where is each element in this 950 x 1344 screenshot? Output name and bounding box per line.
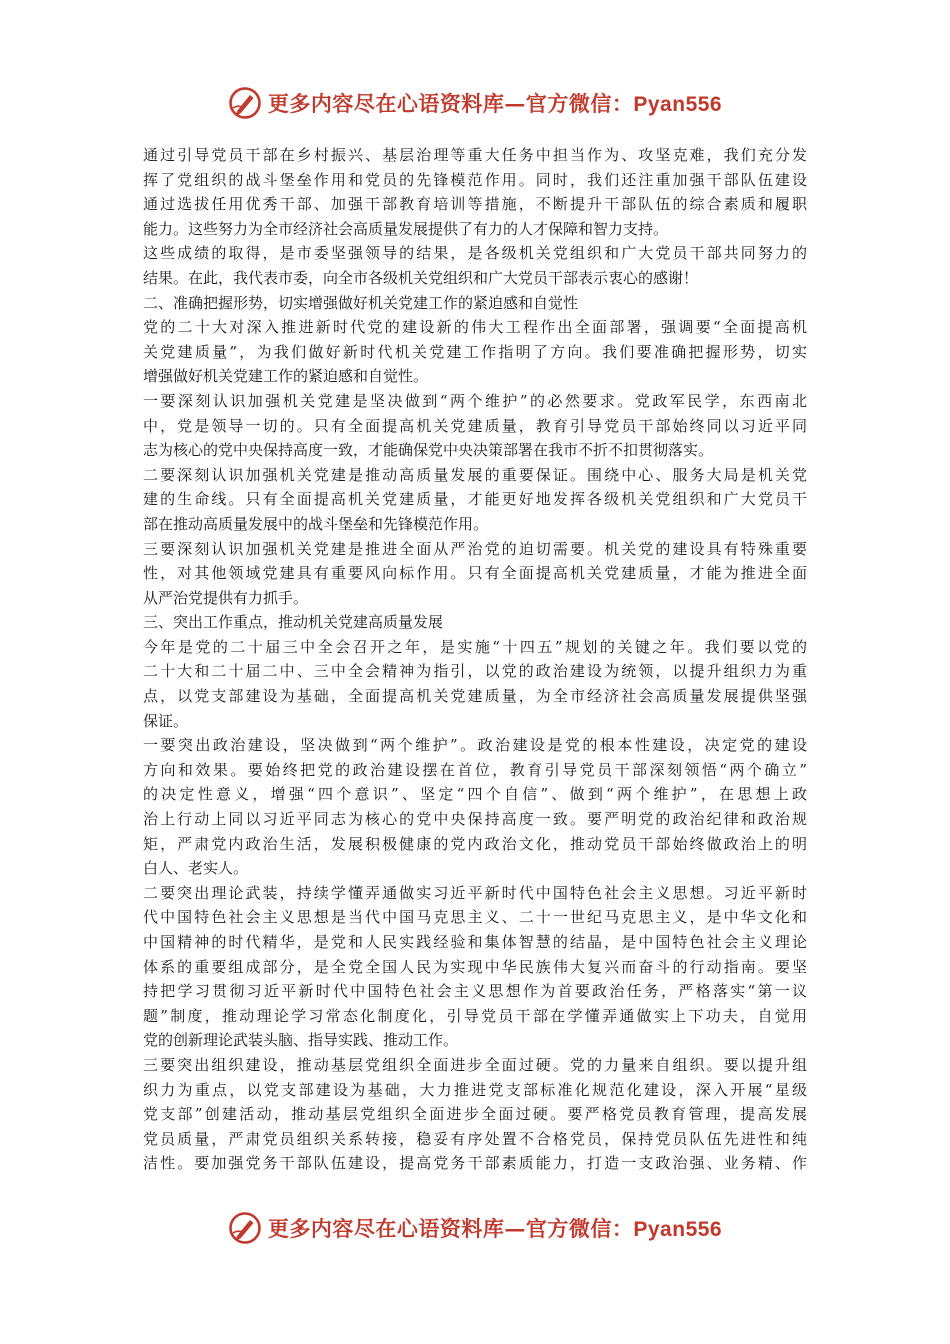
text-line: 一要突出政治建设，坚决做到“两个维护”。政治建设是党的根本性建设，决定党的建设 bbox=[143, 736, 807, 755]
text-line: 洁性。要加强党务干部队伍建设，提高党务干部素质能力，打造一支政治强、业务精、作 bbox=[143, 1154, 807, 1173]
text-line: 织力为重点，以党支部建设为基础，大力推进党支部标准化规范化建设，深入开展“星级 bbox=[143, 1080, 807, 1099]
pen-logo-icon bbox=[228, 1211, 262, 1245]
text-line: 一要深刻认识加强机关党建是坚决做到“两个维护”的必然要求。党政军民学，东西南北 bbox=[143, 391, 807, 410]
text-line: 点，以党支部建设为基础，全面提高机关党建质量，为全市经济社会高质量发展提供坚强 bbox=[143, 687, 807, 706]
text-line: 持把学习贯彻习近平新时代中国特色社会主义思想作为首要政治任务，严格落实“第一议 bbox=[143, 982, 807, 1001]
text-line: 党的创新理论武装头脑、指导实践、推动工作。 bbox=[143, 1031, 459, 1050]
text-line: 保证。 bbox=[143, 711, 189, 730]
text-line: 中国精神的时代精华，是党和人民实践经验和集体智慧的结晶，是中国特色社会主义理论 bbox=[143, 933, 807, 951]
wechat-id: Pyan556 bbox=[633, 93, 723, 116]
text-line: 三要深刻认识加强机关党建是推进全面从严治党的迫切需要。机关党的建设具有特殊重要 bbox=[143, 539, 807, 558]
text-line: 代中国特色社会主义思想是当代中国马克思主义、二十一世纪马克思主义，是中华文化和 bbox=[143, 908, 807, 927]
text-line: 体系的重要组成部分，是全党全国人民为实现中华民族伟大复兴而奋斗的行动指南。要坚 bbox=[143, 957, 807, 976]
text-line: 二要突出理论武装，持续学懂弄通做实习近平新时代中国特色社会主义思想。习近平新时 bbox=[143, 883, 807, 902]
text-line: 这些成绩的取得，是市委坚强领导的结果，是各级机关党组织和广大党员干部共同努力的 bbox=[143, 244, 807, 263]
text-line: 党的二十大对深入推进新时代党的建设新的伟大工程作出全面部署，强调要“全面提高机 bbox=[143, 318, 807, 337]
wechat-id: Pyan556 bbox=[633, 1218, 723, 1241]
watermark-text: 更多内容尽在心语资料库—官方微信：Pyan556 bbox=[267, 1216, 723, 1241]
watermark-banner-top bbox=[0, 83, 950, 123]
text-line: 通过引导党员干部在乡村振兴、基层治理等重大任务中担当作为、攻坚克难，我们充分发 bbox=[143, 146, 807, 164]
text-line: 挥了党组织的战斗堡垒作用和党员的先锋模范作用。同时，我们还注重加强干部队伍建设 bbox=[143, 170, 807, 189]
text-line: 党支部”创建活动，推动基层党组织全面进步全面过硬。要严格党员教育管理，提高发展 bbox=[143, 1105, 807, 1124]
watermark-banner-bottom bbox=[0, 1208, 950, 1248]
text-line: 治上行动上同以习近平同志为核心的党中央保持高度一致。要严明党的政治纪律和政治规 bbox=[143, 810, 807, 829]
text-line: 的决定性意义，增强“四个意识”、坚定“四个自信”、做到“两个维护”，在思想上政 bbox=[143, 785, 807, 804]
text-line: 三要突出组织建设，推动基层党组织全面进步全面过硬。党的力量来自组织。要以提升组 bbox=[143, 1055, 807, 1074]
document-body bbox=[143, 143, 807, 1176]
text-line: 中，党是领导一切的。只有全面提高机关党建质量，教育引导党员干部始终同以习近平同 bbox=[143, 416, 807, 435]
text-line: 今年是党的二十届三中全会召开之年，是实施“十四五”规划的关键之年。我们要以党的 bbox=[143, 637, 807, 656]
text-line: 题”制度，推动理论学习常态化制度化，引导党员干部在学懂弄通做实上下功夫，自觉用 bbox=[143, 1006, 807, 1025]
text-line: 二要深刻认识加强机关党建是推动高质量发展的重要保证。围绕中心、服务大局是机关党 bbox=[143, 465, 807, 484]
text-line: 矩，严肃党内政治生活，发展积极健康的党内政治文化，推动党员干部始终做政治上的明 bbox=[143, 834, 807, 853]
watermark-text: 更多内容尽在心语资料库—官方微信：Pyan556 bbox=[267, 91, 723, 116]
text-line: 方向和效果。要始终把党的政治建设摆在首位，教育引导党员干部深刻领悟“两个确立” bbox=[143, 760, 807, 779]
text-line: 白人、老实人。 bbox=[143, 859, 249, 878]
text-line: 二十大和二十届二中、三中全会精神为指引，以党的政治建设为统领，以提升组织力为重 bbox=[143, 662, 807, 681]
text-line: 党员质量，严肃党员组织关系转接，稳妥有序处置不合格党员，保持党员队伍先进性和纯 bbox=[143, 1129, 807, 1148]
text-line: 三、突出工作重点，推动机关党建高质量发展 bbox=[143, 613, 444, 632]
text-line: 志为核心的党中央保持高度一致，才能确保党中央决策部署在我市不折不扣贯彻落实。 bbox=[143, 441, 714, 460]
pen-logo-icon bbox=[228, 86, 262, 120]
text-line: 增强做好机关党建工作的紧迫感和自觉性。 bbox=[143, 367, 429, 386]
text-line: 建的生命线。只有全面提高机关党建质量，才能更好地发挥各级机关党组织和广大党员干 bbox=[143, 490, 807, 509]
text-line: 能力。这些努力为全市经济社会高质量发展提供了有力的人才保障和智力支持。 bbox=[143, 219, 669, 238]
text-line: 结果。在此，我代表市委，向全市各级机关党组织和广大党员干部表示衷心的感谢！ bbox=[143, 268, 699, 287]
text-line: 部在推动高质量发展中的战斗堡垒和先锋模范作用。 bbox=[143, 514, 489, 533]
text-line: 从严治党提供有力抓手。 bbox=[143, 588, 309, 607]
text-line: 关党建质量”，为我们做好新时代机关党建工作指明了方向。我们要准确把握形势，切实 bbox=[143, 342, 807, 361]
text-line: 二、准确把握形势，切实增强做好机关党建工作的紧迫感和自觉性 bbox=[143, 293, 579, 312]
text-line: 通过选拔任用优秀干部、加强干部教育培训等措施，不断提升干部队伍的综合素质和履职 bbox=[143, 195, 807, 214]
text-line: 性，对其他领域党建具有重要风向标作用。只有全面提高机关党建质量，才能为推进全面 bbox=[143, 564, 807, 583]
